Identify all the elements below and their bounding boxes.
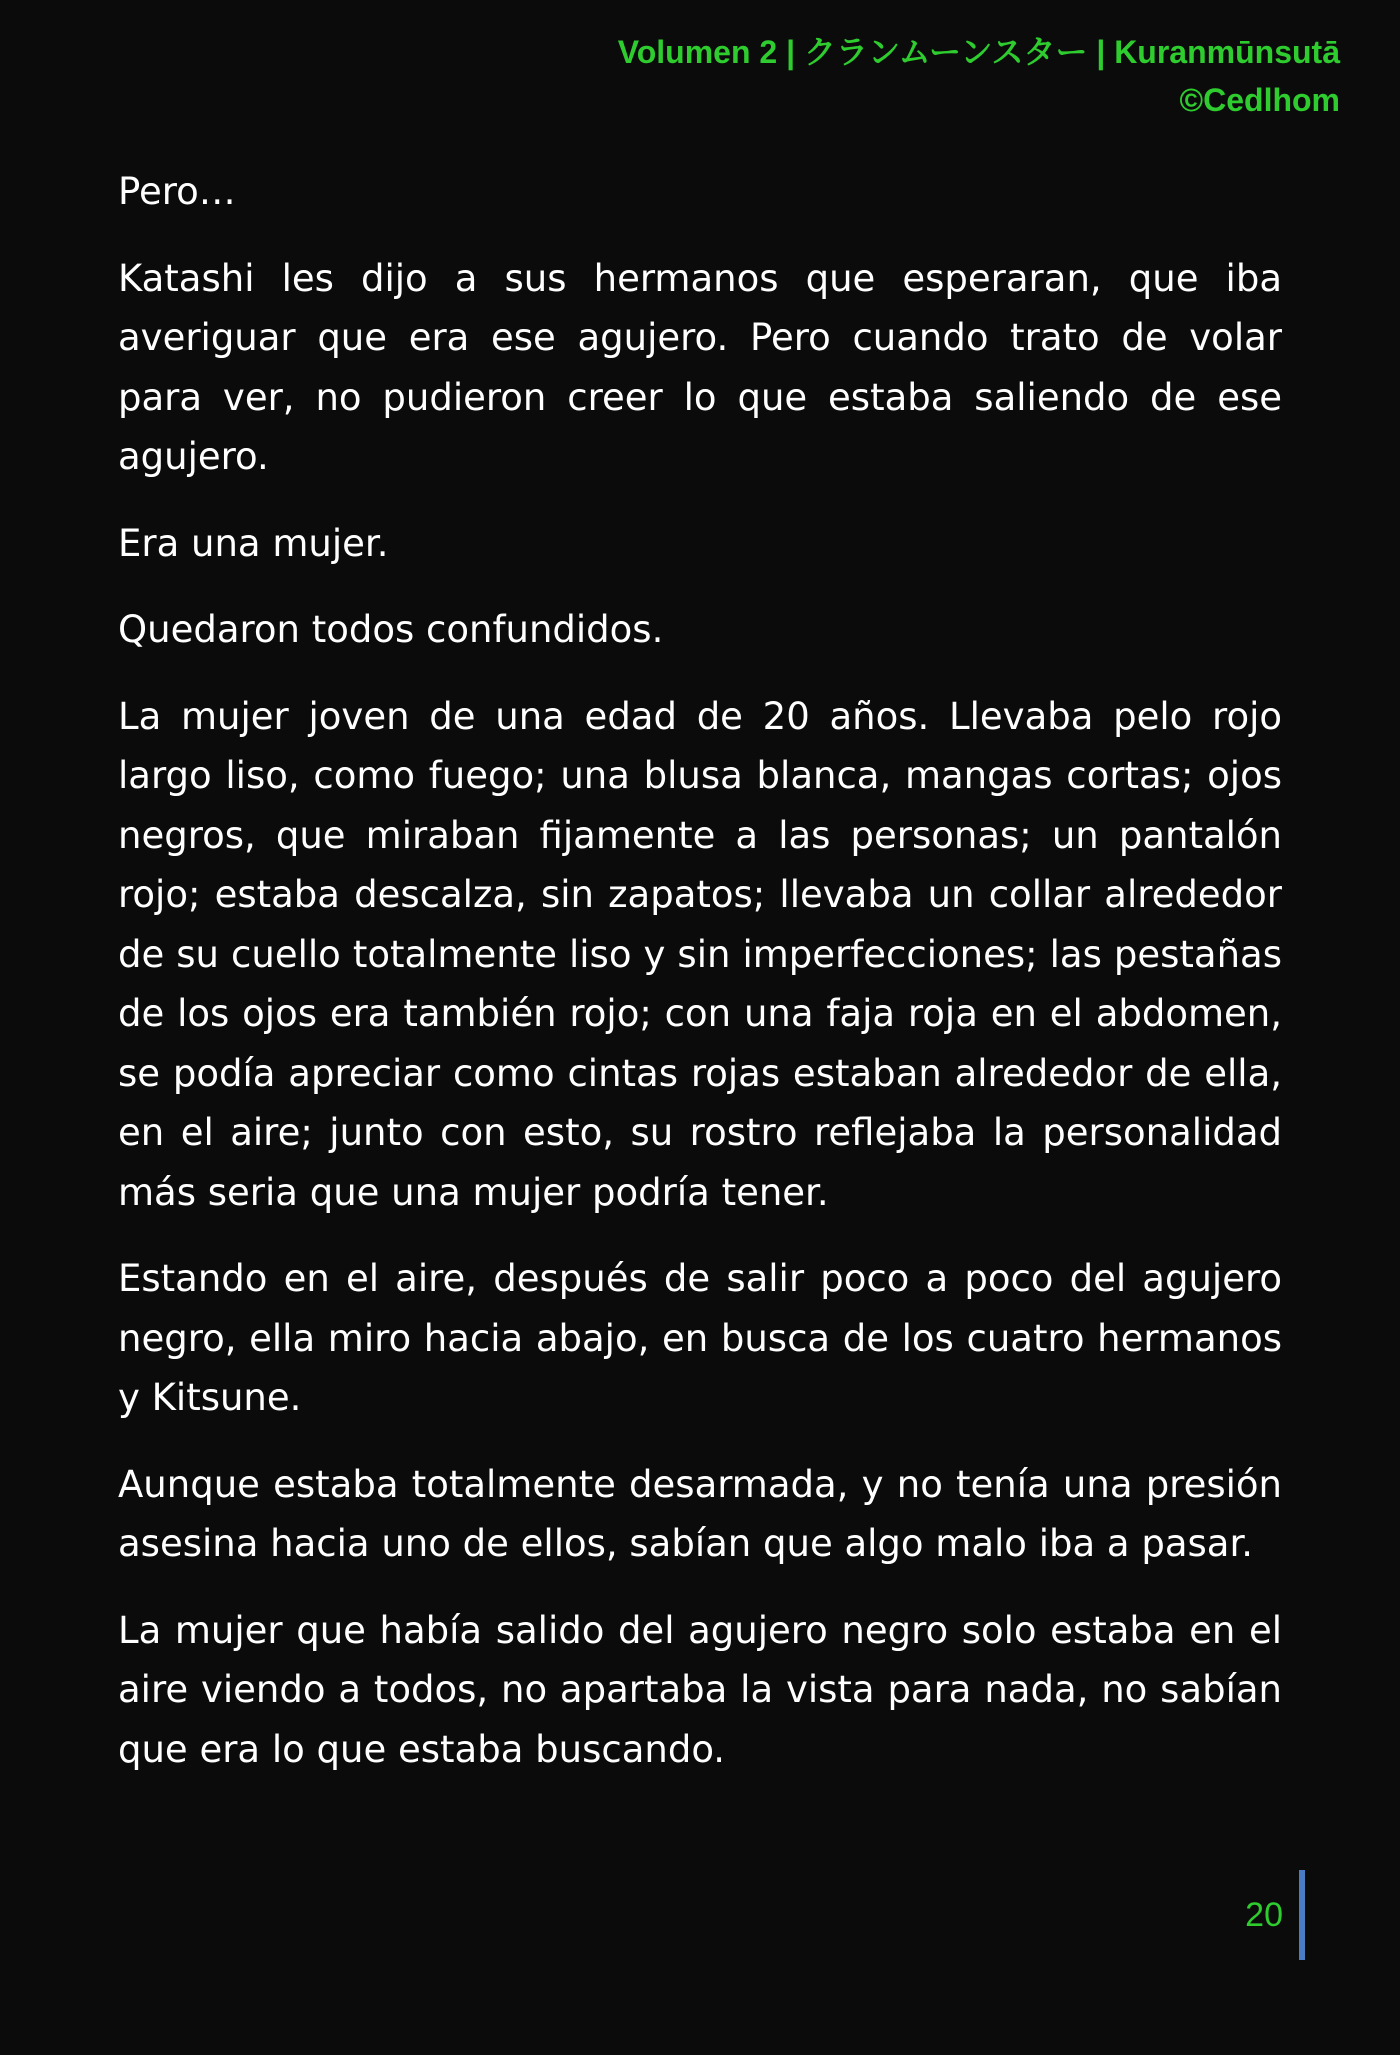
paragraph: Pero…	[118, 170, 236, 213]
page-header	[618, 28, 1340, 124]
page-footer	[1245, 1870, 1305, 1960]
paragraph: Katashi les dijo a sus hermanos que esperaran, que iba averiguar que era ese agujero. Pero cuando trato de volar para ver, no pudieron creer lo que estaba saliendo de ese agujero.	[118, 256, 1282, 478]
paragraph: Era una mujer.	[118, 521, 389, 565]
page-number: 20	[1245, 1895, 1283, 1934]
paragraph: Estando en el aire, después de salir poco a poco del agujero negro, ella miro hacia abajo, en busca de los cuatro hermanos y Kitsune.	[118, 1257, 1282, 1419]
chapter-body	[118, 162, 1282, 1806]
header-author: ©Cedlhom	[1179, 82, 1340, 118]
header-series-title: Volumen 2 | クランムーンスター | Kuranmūnsutā	[617, 34, 1340, 70]
paragraph: La mujer que había salido del agujero negro solo estaba en el aire viendo a todos, no apartaba la vista para nada, no sabían que era lo que estaba buscando.	[118, 1608, 1282, 1771]
paragraph: Quedaron todos confundidos.	[118, 608, 664, 651]
page-number-rule	[1299, 1870, 1305, 1960]
paragraph: Aunque estaba totalmente desarmada, y no tenía una presión asesina hacia uno de ellos, sabían que algo malo iba a pasar.	[118, 1462, 1282, 1565]
paragraph: La mujer joven de una edad de 20 años. Llevaba pelo rojo largo liso, como fuego; una blusa blanca, mangas cortas; ojos negros, que miraban fijamente a las personas; un pantalón rojo; estaba descalza, sin zapatos; llevaba un collar alrededor de su cuello totalmente liso y sin imperfecciones; las pestañas de los ojos era también rojo; con una faja roja en el abdomen, se podía apreciar como cintas rojas estaban alrededor de ella, en el aire; junto con esto, su rostro reflejaba la personalidad más seria que una mujer podría tener.	[118, 694, 1282, 1214]
